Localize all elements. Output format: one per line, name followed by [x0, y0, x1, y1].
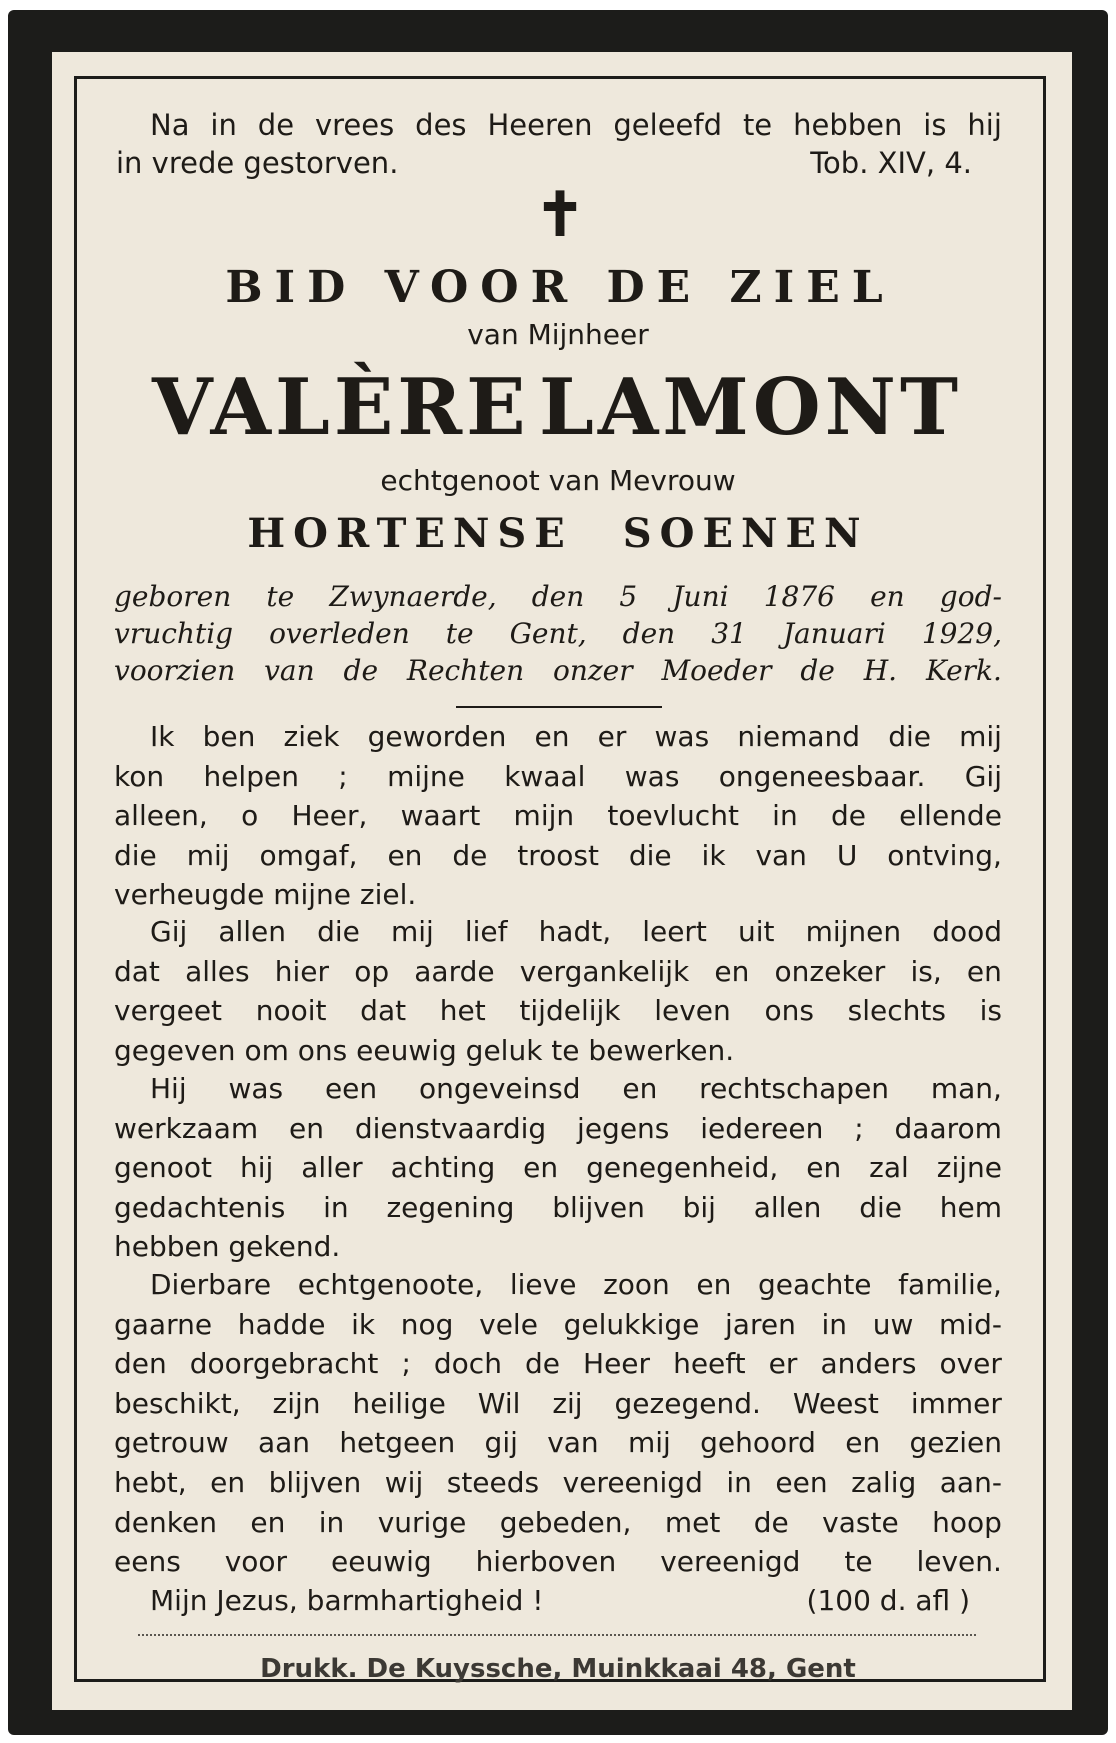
word: vurige: [377, 1505, 467, 1539]
word: o: [241, 799, 259, 833]
word: was: [228, 1072, 284, 1105]
word: en: [387, 838, 423, 872]
word: uw: [872, 1307, 914, 1341]
word: den: [622, 617, 676, 650]
word: vergankelijk: [519, 954, 690, 988]
word: iedereen: [700, 1111, 824, 1145]
word: daarom: [894, 1111, 1002, 1145]
word: zijne: [936, 1151, 1002, 1185]
word: niemand: [737, 720, 861, 753]
biography-line: [114, 654, 1002, 687]
word: Juni: [672, 580, 729, 613]
word: Heer: [583, 1347, 651, 1381]
paragraph-line: [114, 1387, 1002, 1420]
paragraph-line: [114, 1545, 1002, 1578]
word: te: [742, 108, 773, 142]
word: anders: [820, 1347, 917, 1381]
paragraph-line: hebben gekend.: [114, 1230, 341, 1264]
word: en: [714, 954, 750, 988]
word: wij: [384, 1466, 424, 1499]
word: ;: [401, 1347, 411, 1381]
word: die: [888, 720, 931, 753]
word: zalig: [851, 1466, 917, 1499]
word: mijn: [513, 799, 575, 833]
word: in: [821, 1307, 848, 1341]
word: ;: [338, 759, 348, 793]
word: tijdelijk: [519, 994, 621, 1028]
word: echtgenoote,: [297, 1268, 484, 1301]
word: die: [114, 838, 157, 872]
word: blijven: [268, 1466, 362, 1499]
word: zij: [552, 1386, 583, 1420]
word: vaste: [822, 1505, 899, 1539]
word: was: [654, 720, 710, 753]
word: ik: [701, 838, 726, 872]
word: getrouw: [114, 1426, 229, 1460]
word: dienstvaardig: [354, 1111, 547, 1145]
name-part: SOENEN: [622, 510, 869, 557]
word: te: [266, 580, 295, 613]
word: aan-: [939, 1466, 1002, 1499]
word: gaarne: [114, 1307, 213, 1341]
word: aan: [257, 1426, 311, 1460]
word: heeft: [673, 1347, 746, 1381]
paragraph-line: [114, 1191, 1002, 1224]
word: en: [534, 720, 570, 753]
word: jaren: [725, 1307, 796, 1341]
word: man,: [930, 1072, 1002, 1105]
word: onzeker: [774, 954, 886, 988]
word: ons: [764, 994, 814, 1028]
word: en: [845, 1426, 881, 1460]
word: 5: [619, 580, 638, 613]
word: in: [323, 1190, 349, 1224]
word: een: [324, 1072, 378, 1105]
biography-line: [114, 580, 1002, 613]
word: zijn: [272, 1386, 321, 1420]
word: vrees: [314, 108, 395, 142]
word: Weest: [792, 1386, 879, 1420]
paragraph-line: [114, 1506, 1002, 1539]
paragraph-line: [114, 760, 1002, 793]
word: hadt,: [538, 915, 612, 948]
word: geachte: [758, 1268, 872, 1301]
word: ben: [202, 720, 256, 753]
word: alleen,: [114, 799, 208, 833]
word: kon: [114, 759, 165, 793]
paragraph-line: [114, 799, 1002, 832]
paragraph-line: [114, 1347, 1002, 1380]
word: genoot: [114, 1151, 212, 1185]
word: Na: [150, 108, 190, 142]
word: doch: [433, 1347, 502, 1381]
word: 31: [711, 617, 747, 650]
word: gezegend.: [614, 1386, 761, 1420]
word: die: [859, 1190, 902, 1224]
word: hebt,: [114, 1466, 187, 1499]
word: waart: [400, 799, 481, 833]
word: en: [696, 1268, 732, 1301]
word: met: [664, 1505, 721, 1539]
paragraph-line: gegeven om ons eeuwig geluk te bewerken.: [114, 1033, 735, 1067]
word: slechts: [847, 994, 946, 1028]
word: toevlucht: [607, 799, 739, 833]
word: beschikt,: [114, 1386, 241, 1420]
word: hoop: [932, 1505, 1002, 1539]
word: U: [836, 838, 858, 872]
divider: [456, 706, 662, 708]
title-prefix: van Mijnheer: [467, 318, 649, 351]
paragraph-line: verheugde mijne ziel.: [114, 878, 417, 912]
word: mid-: [939, 1307, 1002, 1341]
paragraph-line: [150, 720, 1002, 753]
word: ik: [351, 1307, 376, 1341]
closing-line: [150, 1584, 970, 1617]
word: hebben: [793, 108, 903, 142]
word: kwaal: [504, 759, 586, 793]
word: de: [830, 799, 866, 833]
word: jegens: [577, 1111, 670, 1145]
word: vereenigd: [562, 1466, 703, 1499]
word: eeuwig: [330, 1545, 432, 1579]
heading: BID VOOR DE ZIEL: [225, 262, 895, 313]
word: vergeet: [114, 994, 223, 1028]
word: hetgeen: [339, 1426, 456, 1460]
word: leert: [642, 915, 707, 948]
word: Dierbare: [150, 1268, 272, 1301]
word: ongeveinsd: [418, 1072, 581, 1105]
word: mijnen: [805, 915, 902, 948]
word: ongeneesbaar.: [718, 759, 926, 793]
word: Heeren: [487, 108, 593, 142]
word: en: [806, 1151, 842, 1185]
word: Gent,: [509, 617, 587, 650]
word: doorgebracht: [189, 1347, 379, 1381]
word: hier: [274, 954, 330, 988]
word: zoon: [603, 1268, 670, 1301]
word: gedachtenis: [114, 1190, 286, 1224]
word: de: [452, 838, 488, 872]
word: de: [257, 108, 295, 142]
word: zegening: [386, 1190, 515, 1224]
name-part: HORTENSE: [247, 510, 573, 557]
word: mij: [959, 720, 1002, 753]
word: Kerk.: [925, 654, 1002, 687]
word: allen: [218, 915, 287, 948]
word: Zwynaerde,: [329, 580, 497, 613]
word: allen: [753, 1190, 822, 1224]
word: onzer: [553, 654, 633, 687]
paragraph-line: [114, 955, 1002, 988]
word: genegenheid,: [586, 1151, 779, 1185]
word: de: [800, 654, 835, 687]
word: helpen: [203, 759, 299, 793]
paragraph-line: [150, 1072, 1002, 1105]
word: ellende: [899, 799, 1002, 833]
spouse-name: [100, 510, 1016, 557]
word: Ik: [150, 720, 175, 753]
word: eens: [114, 1545, 181, 1579]
paragraph-line: [114, 839, 1002, 872]
word: ziek: [283, 720, 340, 753]
word: Gij: [964, 759, 1002, 793]
word: Rechten: [406, 654, 525, 687]
word: op: [354, 954, 390, 988]
word: een: [775, 1466, 828, 1499]
scripture-reference: Tob. XIV, 4.: [810, 146, 972, 180]
biography-line: [114, 617, 1002, 650]
word: te: [445, 617, 474, 650]
word: hij: [239, 1151, 274, 1185]
word: en: [870, 580, 905, 613]
word: er: [768, 1347, 798, 1381]
word: mij: [627, 1426, 671, 1460]
paragraph-line: [114, 1466, 1002, 1499]
spouse-intro: echtgenoot van Mevrouw: [380, 464, 736, 497]
epigraph-line: [150, 108, 1002, 142]
word: dood: [932, 915, 1002, 948]
word: denken: [114, 1505, 217, 1539]
word: Gij: [150, 915, 188, 948]
word: voor: [224, 1545, 288, 1579]
word: hadde: [237, 1307, 326, 1341]
word: voorzien: [114, 654, 236, 687]
word: van: [755, 838, 807, 872]
word: alles: [185, 954, 250, 988]
word: en: [523, 1151, 559, 1185]
word: gehoord: [700, 1426, 816, 1460]
word: aller: [301, 1151, 363, 1185]
word: aarde: [414, 954, 495, 988]
word: ontving,: [887, 838, 1002, 872]
word: de: [753, 1505, 789, 1539]
word: 1929,: [921, 617, 1002, 650]
word: zal: [869, 1151, 909, 1185]
word: gezien: [909, 1426, 1002, 1460]
word: lief: [464, 915, 508, 948]
word: gij: [484, 1426, 518, 1460]
word: in: [726, 1466, 752, 1499]
word: in: [772, 799, 798, 833]
word: en: [210, 1466, 246, 1499]
word: god-: [939, 580, 1002, 613]
word: des: [415, 108, 467, 142]
indulgence: (100 d. afl ): [806, 1584, 970, 1617]
word: gelukkige: [563, 1307, 700, 1341]
word: geworden: [367, 720, 507, 753]
word: blijven: [552, 1190, 645, 1224]
prayer: Mijn Jezus, barmhartigheid !: [150, 1584, 544, 1617]
word: familie,: [898, 1268, 1002, 1301]
word: geleefd: [613, 108, 722, 142]
word: rechtschapen: [699, 1072, 890, 1105]
cross-icon: ✝: [534, 180, 586, 250]
word: dat: [114, 954, 160, 988]
printer-imprint: Drukk. De Kuyssche, Muinkkaai 48, Gent: [260, 1654, 856, 1684]
word: in: [210, 108, 237, 142]
word: H.: [863, 654, 898, 687]
word: leven: [654, 994, 731, 1028]
word: Januari: [782, 617, 886, 650]
word: steeds: [446, 1466, 540, 1499]
epigraph-text: in vrede gestorven.: [116, 146, 399, 180]
word: 1876: [763, 580, 835, 613]
word: den: [531, 580, 585, 613]
dotted-separator: [138, 1634, 976, 1636]
paragraph-line: [114, 1151, 1002, 1184]
word: Hij: [150, 1072, 187, 1105]
word: is: [979, 994, 1002, 1028]
word: overleden: [269, 617, 410, 650]
name-part: VALÈRE: [152, 362, 530, 453]
word: was: [624, 759, 680, 793]
word: achting: [390, 1151, 496, 1185]
word: immer: [910, 1386, 1002, 1420]
word: te: [844, 1545, 873, 1579]
word: van: [264, 654, 315, 687]
word: uit: [737, 915, 775, 948]
word: in: [318, 1505, 345, 1539]
word: de: [524, 1347, 560, 1381]
word: die: [317, 915, 360, 948]
word: is: [923, 108, 947, 142]
word: lieve: [509, 1268, 577, 1301]
paragraph-line: [114, 1426, 1002, 1459]
paragraph-line: [114, 1308, 1002, 1341]
word: mijne: [387, 759, 465, 793]
word: mij: [186, 838, 230, 872]
word: en: [289, 1111, 324, 1145]
word: de: [343, 654, 379, 687]
epigraph-line: [116, 146, 972, 180]
word: dat: [360, 994, 407, 1028]
word: gebeden,: [499, 1505, 632, 1539]
word: bij: [682, 1190, 716, 1224]
word: hij: [967, 108, 1002, 142]
word: vele: [479, 1307, 538, 1341]
word: nog: [400, 1307, 454, 1341]
word: van: [547, 1426, 599, 1460]
word: en: [622, 1072, 658, 1105]
paragraph-line: [114, 1112, 1002, 1145]
word: Wil: [477, 1386, 521, 1420]
word: werkzaam: [114, 1111, 259, 1145]
word: en: [966, 954, 1002, 988]
word: hem: [939, 1190, 1002, 1224]
word: Heer,: [291, 799, 368, 833]
word: leven.: [916, 1545, 1002, 1579]
name-part: LAMONT: [539, 362, 962, 453]
word: er: [597, 720, 627, 753]
word: mij: [390, 915, 434, 948]
paragraph-line: [114, 994, 1002, 1027]
word: vruchtig: [114, 617, 234, 650]
word: geboren: [114, 580, 232, 613]
word: vereenigd: [660, 1545, 801, 1579]
word: ;: [854, 1111, 864, 1145]
word: is,: [910, 954, 942, 988]
word: en: [250, 1505, 286, 1539]
word: hierboven: [475, 1545, 617, 1579]
word: nooit: [255, 994, 327, 1028]
word: heilige: [352, 1386, 446, 1420]
word: troost: [517, 838, 599, 872]
word: Moeder: [661, 654, 772, 687]
word: die: [628, 838, 672, 872]
word: het: [439, 994, 486, 1028]
paragraph-line: [150, 915, 1002, 948]
word: omgaf,: [259, 838, 358, 872]
paragraph-line: [150, 1268, 1002, 1301]
word: over: [939, 1347, 1002, 1381]
word: den: [114, 1347, 167, 1381]
deceased-name: [152, 362, 962, 453]
